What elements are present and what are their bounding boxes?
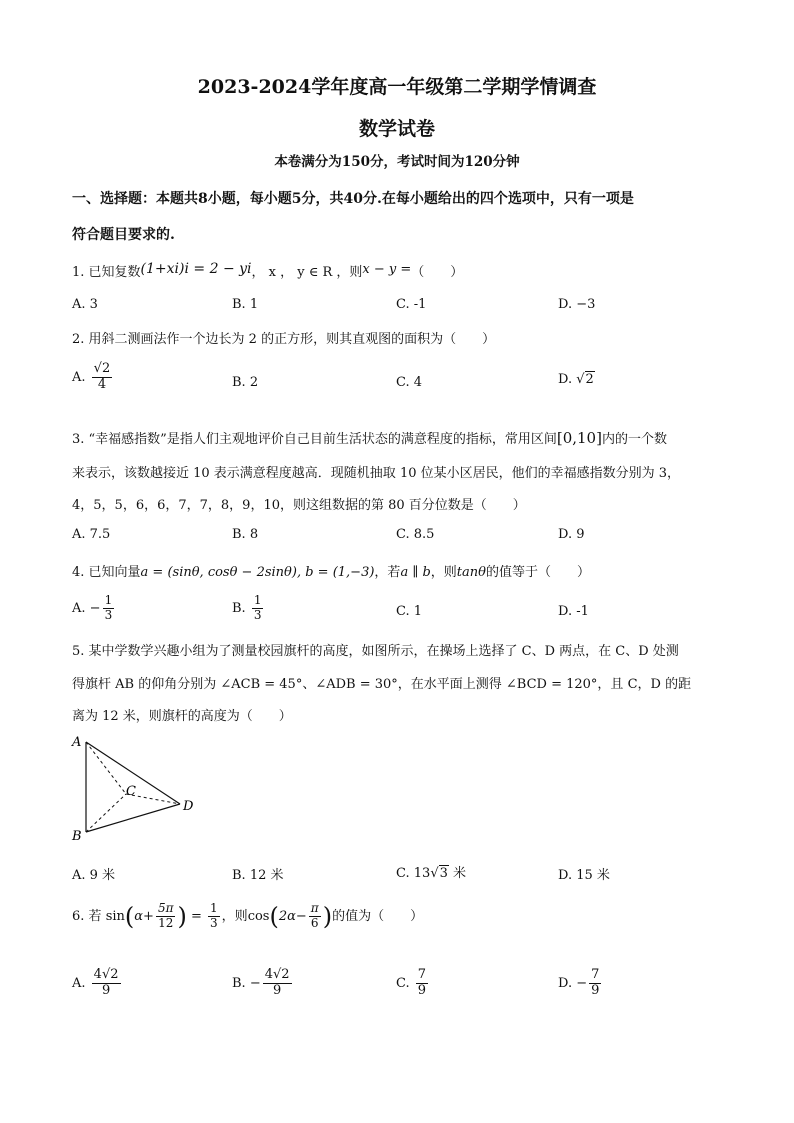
q2-option-c: C. 4 [396,375,423,390]
q6-rhs-numerator: 1 [210,901,218,915]
q4-option-a-numerator: 1 [104,593,113,607]
q3-option-b: B. 8 [232,527,259,542]
q6-option-c-denominator: 9 [417,982,427,998]
q4-prefix: 4. 已知向量 [72,565,141,580]
q5-option-a: A. 9 米 [72,868,116,883]
question-5-line1: 5. 某中学数学兴趣小组为了测量校园旗杆的高度，如图所示，在操场上选择了 C、D 两点，在 C、D 处测 [72,644,679,659]
q6-option-a-numerator: 4√2 [93,967,119,982]
q4-option-a-denominator: 3 [104,607,113,622]
q2-option-b: B. 2 [232,375,259,390]
q5-option-c: C. 13√3 米 [396,866,467,881]
q2-option-d: D. √2 [558,372,594,387]
q6-option-d-numerator: 7 [591,967,600,982]
q6-suffix: 的值为（ ） [332,908,424,924]
q1-option-c: C. -1 [396,297,427,312]
q1-expression-2: x − y = [362,262,412,277]
point-label-b: B [72,829,82,842]
exam-title: 2023-2024学年度高一年级第二学期学情调查 [197,76,597,98]
q3-interval: [0,10] [556,429,602,447]
q4-option-b-label: B. [232,600,246,616]
q6-option-b-label: B. [232,975,246,991]
q4-option-c: C. 1 [396,604,423,619]
q1-expression: (1+xi)i = 2 − yi [140,261,252,277]
q6-option-c-label: C. [396,975,410,991]
section-heading-line1: 一、选择题：本题共8小题，每小题5分，共40分.在每小题给出的四个选项中，只有一项是 [72,191,634,207]
q6-frac-denominator: 12 [158,915,174,930]
q4-suffix: ，则 [430,565,457,580]
q1-option-b: B. 1 [232,297,259,312]
q4-option-a-label: A. [72,600,86,616]
edge-ac [86,742,126,794]
q5-option-c-coefficient: 13 [413,866,431,881]
q6-option-a-label: A. [72,975,86,991]
q4-option-a [72,594,116,623]
q1-suffix: （ ） [411,265,464,280]
question-1 [72,261,463,280]
q6-option-d-denominator: 9 [591,982,600,998]
q6-option-b-numerator: 4√2 [264,967,290,982]
q3-line1-a: 3. “幸福感指数”是指人们主观地评价自己目前生活状态的满意程度的指标，常用区间 [72,432,557,447]
q6-option-a-denominator: 9 [101,982,111,998]
q5-option-d: D. 15 米 [558,868,610,883]
exam-note: 本卷满分为150分，考试时间为120分钟 [274,154,520,170]
q5-option-c-label: C. [396,866,410,881]
point-label-d: D [183,799,194,814]
question-3-line1 [72,428,667,447]
q3-option-a: A. 7.5 [72,527,111,542]
q5-option-c-unit: 米 [453,866,467,881]
q2-option-a-numerator: √2 [93,361,111,376]
question-5-line2: 得旗杆 AB 的仰角分别为 ∠ACB = 45°、∠ADB = 30°，在水平面上测得 ∠BCD = 120°，且 C，D 的距 [72,677,692,692]
q6-option-c [396,968,430,999]
q2-option-d-radicand: 2 [585,372,594,387]
q4-option-b [232,594,265,623]
q4-vectors: a = (sinθ, cosθ − 2sinθ), b = (1,−3) [140,565,375,580]
q3-option-d: D. 9 [558,527,585,542]
q1-option-d: D. −3 [558,297,596,312]
flagpole-figure [66,730,216,842]
q6-sin: sin [105,908,125,924]
q6-equals: = [190,908,202,924]
q4-option-d: D. -1 [558,604,589,619]
q6-option-d-label: D. [558,975,573,991]
q4-option-a-sign: − [89,600,101,616]
q6-prefix: 6. 若 [72,908,102,924]
q6-two-alpha: 2α− [278,908,307,924]
exam-subtitle: 数学试卷 [358,118,435,140]
q3-option-c: C. 8.5 [396,527,435,542]
q6-mid: ，则 [221,908,248,924]
q5-option-b: B. 12 米 [232,868,284,883]
q2-option-a-label: A. [72,369,86,385]
q4-target: tanθ [456,565,486,580]
q6-option-b-denominator: 9 [272,982,282,998]
q1-option-a: A. 3 [72,297,98,312]
section-heading-line2: 符合题目要求的. [72,227,175,243]
point-label-c: C [126,784,136,799]
q6-alpha: α+ [134,908,154,924]
question-2: 2. 用斜二测画法作一个边长为 2 的正方形，则其直观图的面积为（ ） [72,332,496,347]
question-3-line2: 来表示，该数越接近 10 表示满意程度越高．现随机抽取 10 位某小区居民，他们的幸福感指数分别为 3， [72,466,681,481]
q6-frac-numerator: 5π [157,901,174,915]
q1-prefix: 1. 已知复数 [72,265,141,280]
q2-option-d-label: D. [558,372,573,387]
q6-option-b: B. − $\frac{4√2}{9}$ [232,967,290,998]
q6-option-c-numerator: 7 [417,967,427,982]
q1-mid: ， x ， y ∈ R ，则 [251,265,363,280]
q4-mid: ，若 [374,565,401,580]
question-4 [72,561,590,580]
q6-pi-denominator: 6 [310,915,319,930]
question-3-line3: 4，5，5，6，6，7，7，8，9，10，则这组数据的第 80 百分位数是（ ） [72,498,526,513]
q4-condition: a ∥ b [400,565,431,580]
q4-option-b-numerator: 1 [253,593,262,607]
q6-rhs-denominator: 3 [210,915,218,930]
q6-option-a [72,968,123,999]
q4-option-b-denominator: 3 [253,607,262,622]
q5-option-c-radicand: 3 [439,866,448,881]
point-label-a: A [72,735,82,750]
q2-option-a [72,362,114,393]
q3-line1-b: 内的一个数 [601,432,667,447]
q2-option-a-denominator: 4 [97,376,107,392]
q6-cos: cos [247,908,270,924]
q4-end: 的值等于（ ） [485,565,590,580]
q6-option-d: D. − $\frac{7}{9}$ [558,967,600,998]
question-5-line3: 离为 12 米，则旗杆的高度为（ ） [72,709,292,724]
q6-pi-numerator: π [310,901,319,915]
question-6: 6. 若 sin(α+ $\frac{5\pi}{12}$ ) = $\frac{1}{3}$ ，则cos(2α− $\frac{\pi}{6}$ )的值为（ ） [72,901,424,931]
